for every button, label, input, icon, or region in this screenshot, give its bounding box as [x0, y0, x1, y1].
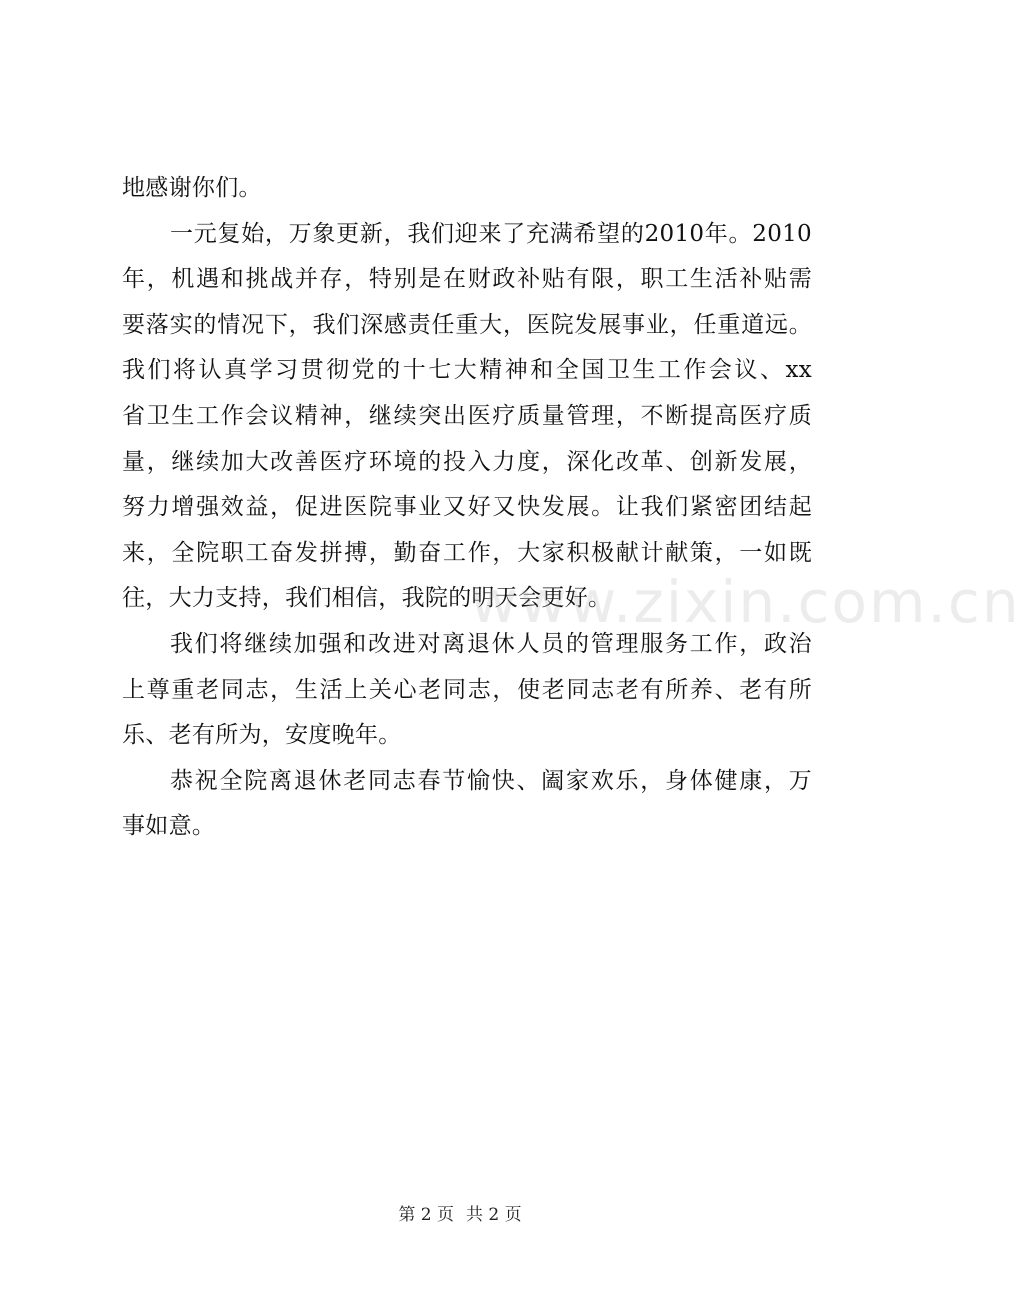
page-total: 共 2 页	[466, 1205, 522, 1225]
text-line: 乐、老有所为，安度晚年。	[122, 722, 402, 749]
page-footer	[0, 1200, 920, 1225]
text-line: 省卫生工作会议精神，继续突出医疗质量管理，不断提高医疗质	[122, 402, 812, 429]
text-line: 量，继续加大改善医疗环境的投入力度，深化改革、创新发展，	[122, 448, 812, 475]
text-line: 上尊重老同志，生活上关心老同志，使老同志老有所养、老有所	[122, 676, 812, 703]
text-line: 要落实的情况下，我们深感责任重大，医院发展事业，任重道远。	[122, 311, 812, 338]
text-line: 往，大力支持，我们相信，我院的明天会更好。	[122, 585, 612, 612]
text-line: 努力增强效益，促进医院事业又好又快发展。让我们紧密团结起	[122, 494, 812, 521]
text-line: 我们将认真学习贯彻党的十七大精神和全国卫生工作会议、xx	[122, 357, 812, 384]
text-line: 一元复始，万象更新，我们迎来了充满希望的2010年。2010	[170, 220, 812, 247]
watermark: www.zixin.com.cn	[470, 568, 1021, 636]
text-line: 恭祝全院离退休老同志春节愉快、阖家欢乐，身体健康，万	[170, 767, 812, 794]
text-line: 事如意。	[122, 813, 216, 840]
page-number: 第 2 页	[398, 1205, 454, 1225]
text-line: 我们将继续加强和改进对离退休人员的管理服务工作，政治	[170, 630, 812, 657]
text-line: 来，全院职工奋发拼搏，勤奋工作，大家积极献计献策，一如既	[122, 539, 812, 566]
text-line: 年，机遇和挑战并存，特别是在财政补贴有限，职工生活补贴需	[122, 266, 812, 293]
document-body	[122, 166, 812, 850]
text-line: 地感谢你们。	[122, 175, 262, 201]
